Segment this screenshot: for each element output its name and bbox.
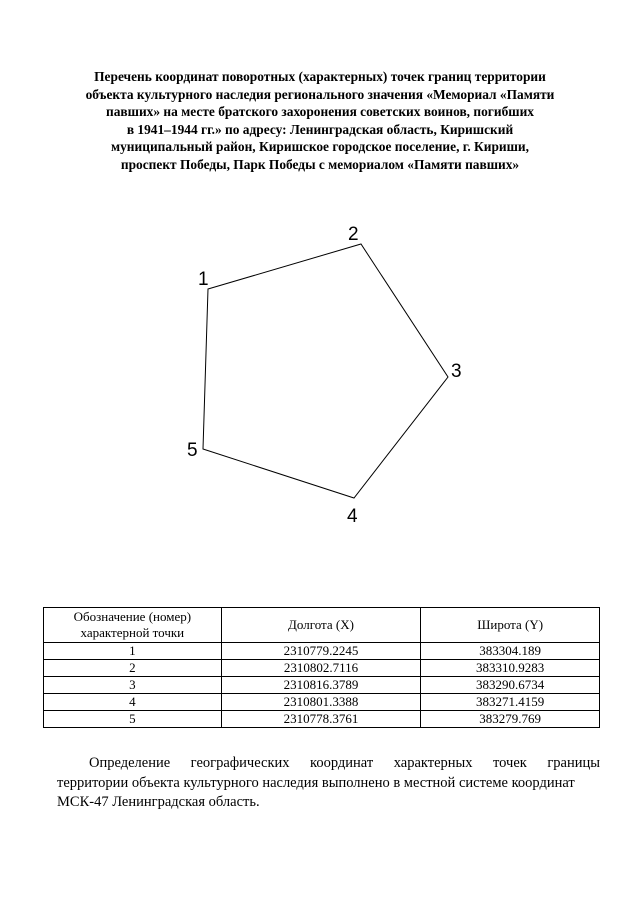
point-label-5: 5 <box>187 440 198 461</box>
cell-longitude: 2310801.3388 <box>221 694 421 711</box>
column-header-point: Обозначение (номер) характерной точки <box>44 608 222 643</box>
table-header-row <box>44 608 600 643</box>
title-line: муниципальный район, Киришское городское поселение, г. Кириши, <box>110 139 529 154</box>
cell-latitude: 383271.4159 <box>421 694 600 711</box>
point-label-2: 2 <box>348 224 359 245</box>
table-row <box>44 677 600 694</box>
column-header-latitude: Широта (Y) <box>421 608 600 643</box>
cell-latitude: 383310.9283 <box>421 660 600 677</box>
cell-longitude: 2310779.2245 <box>221 643 421 660</box>
cell-latitude: 383304.189 <box>421 643 600 660</box>
point-label-1: 1 <box>198 269 209 290</box>
cell-longitude: 2310816.3789 <box>221 677 421 694</box>
cell-point: 4 <box>44 694 222 711</box>
table-row <box>44 711 600 728</box>
cell-point: 3 <box>44 677 222 694</box>
note-line-first: Определение географических координат характерных точек границы <box>89 755 600 771</box>
title-line: павших» на месте братского захоронения советских воинов, погибших <box>106 104 534 119</box>
table-row <box>44 643 600 660</box>
cell-point: 2 <box>44 660 222 677</box>
title-line: проспект Победы, Парк Победы с мемориалом «Памяти павших» <box>120 156 520 172</box>
title-line: объекта культурного наследия регионального значения «Мемориал «Памяти <box>85 86 555 102</box>
point-label-3: 3 <box>451 361 462 382</box>
coordinate-system-note <box>57 754 600 813</box>
title-line: в 1941–1944 гг.» по адресу: Ленинградская область, Киришский <box>126 121 514 137</box>
cell-latitude: 383290.6734 <box>421 677 600 694</box>
note-line-rest: территории объекта культурного наследия выполнено в местной системе координат МСК-47 Ленинградская область. <box>57 774 575 810</box>
column-header-longitude: Долгота (X) <box>221 608 421 643</box>
cell-latitude: 383279.769 <box>421 711 600 728</box>
point-label-4: 4 <box>347 506 358 527</box>
cell-point: 5 <box>44 711 222 728</box>
coordinates-table <box>43 607 600 728</box>
table-row <box>44 694 600 711</box>
boundary-polygon <box>203 244 448 498</box>
title-line: Перечень координат поворотных (характерных) точек границ территории <box>94 69 546 84</box>
table-row <box>44 660 600 677</box>
cell-longitude: 2310802.7116 <box>221 660 421 677</box>
cell-longitude: 2310778.3761 <box>221 711 421 728</box>
cell-point: 1 <box>44 643 222 660</box>
